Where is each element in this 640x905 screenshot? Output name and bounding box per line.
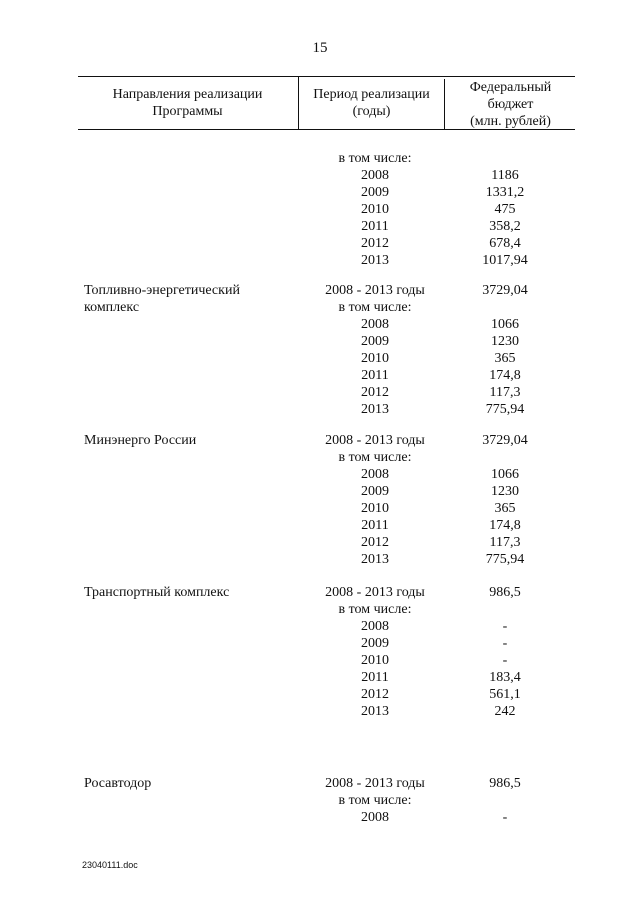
year-cell: 2011 xyxy=(361,518,389,533)
value-cell: 174,8 xyxy=(489,368,521,383)
value-cell: 1230 xyxy=(491,484,519,499)
year-cell: 2010 xyxy=(361,501,389,516)
table-row xyxy=(0,618,640,635)
table-row xyxy=(0,483,640,500)
total-period: 2008 - 2013 годы xyxy=(325,585,425,600)
header-budget: Федеральный бюджет (млн. рублей) xyxy=(444,79,576,129)
year-cell: 2011 xyxy=(361,219,389,234)
year-cell: 2008 xyxy=(361,317,389,332)
total-period: 2008 - 2013 годы xyxy=(325,433,425,448)
table-row xyxy=(0,218,640,235)
value-cell: 358,2 xyxy=(489,219,521,234)
table-row xyxy=(0,534,640,551)
value-cell: 1331,2 xyxy=(485,185,525,200)
incl-label-row xyxy=(0,601,640,618)
value-cell: 561,1 xyxy=(489,687,521,702)
section-name: Топливно-энергетический xyxy=(84,283,240,298)
value-cell: 1066 xyxy=(491,467,519,482)
incl-label: в том числе: xyxy=(338,793,412,808)
section-name: Транспортный комплекс xyxy=(84,585,230,600)
year-cell: 2012 xyxy=(361,385,389,400)
year-cell: 2009 xyxy=(361,334,389,349)
year-cell: 2010 xyxy=(361,202,389,217)
table-row xyxy=(0,401,640,418)
value-cell: 475 xyxy=(494,202,516,217)
year-cell: 2012 xyxy=(361,236,389,251)
value-cell: 1230 xyxy=(491,334,519,349)
total-period: 2008 - 2013 годы xyxy=(325,776,425,791)
section-name: Минэнерго России xyxy=(84,433,197,448)
section-total-row xyxy=(0,584,640,601)
incl-label-row xyxy=(0,299,640,316)
table-row xyxy=(0,500,640,517)
table-row xyxy=(0,517,640,534)
section-total-row xyxy=(0,432,640,449)
total-value: 986,5 xyxy=(489,585,521,600)
year-cell: 2008 xyxy=(361,467,389,482)
incl-label: в том числе: xyxy=(338,300,412,315)
table-row xyxy=(0,333,640,350)
table-row xyxy=(0,235,640,252)
value-cell: - xyxy=(502,636,508,651)
value-cell: 365 xyxy=(494,501,516,516)
value-cell: - xyxy=(502,619,508,634)
year-cell: 2008 xyxy=(361,810,389,825)
table-row xyxy=(0,350,640,367)
year-cell: 2013 xyxy=(361,402,389,417)
table-header xyxy=(78,76,575,130)
incl-label-row xyxy=(0,449,640,466)
year-cell: 2012 xyxy=(361,687,389,702)
incl-label: в том числе: xyxy=(338,602,412,617)
year-cell: 2013 xyxy=(361,253,389,268)
table-row xyxy=(0,686,640,703)
value-cell: 1066 xyxy=(491,317,519,332)
table-row xyxy=(0,466,640,483)
section-name-cont: комплекс xyxy=(84,300,140,315)
total-value: 986,5 xyxy=(489,776,521,791)
year-cell: 2010 xyxy=(361,653,389,668)
year-cell: 2009 xyxy=(361,636,389,651)
value-cell: 117,3 xyxy=(489,535,521,550)
value-cell: 775,94 xyxy=(485,552,525,567)
table-row xyxy=(0,367,640,384)
table-row xyxy=(0,669,640,686)
table-row xyxy=(0,551,640,568)
year-cell: 2010 xyxy=(361,351,389,366)
table-row xyxy=(0,384,640,401)
footer-filename: 23040111.doc xyxy=(82,860,138,870)
value-cell: 1186 xyxy=(491,168,519,183)
table-row xyxy=(0,703,640,720)
page-number: 15 xyxy=(312,40,328,56)
year-cell: 2012 xyxy=(361,535,389,550)
value-cell: 678,4 xyxy=(489,236,521,251)
incl-label-row xyxy=(0,792,640,809)
table-row xyxy=(0,167,640,184)
incl-label-row xyxy=(0,150,640,167)
year-cell: 2011 xyxy=(361,368,389,383)
value-cell: 174,8 xyxy=(489,518,521,533)
value-cell: 183,4 xyxy=(489,670,521,685)
incl-label: в том числе: xyxy=(338,450,412,465)
year-cell: 2011 xyxy=(361,670,389,685)
section-name: Росавтодор xyxy=(84,776,152,791)
table-row xyxy=(0,809,640,826)
incl-label: в том числе: xyxy=(338,151,412,166)
table-row xyxy=(0,201,640,218)
table-row xyxy=(0,252,640,269)
value-cell: - xyxy=(502,810,508,825)
year-cell: 2009 xyxy=(361,484,389,499)
year-cell: 2013 xyxy=(361,704,389,719)
table-row xyxy=(0,635,640,652)
year-cell: 2009 xyxy=(361,185,389,200)
header-direction: Направления реализации Программы xyxy=(112,87,263,119)
section-total-row xyxy=(0,775,640,792)
year-cell: 2008 xyxy=(361,168,389,183)
value-cell: - xyxy=(502,653,508,668)
table-row xyxy=(0,652,640,669)
table-row xyxy=(0,184,640,201)
value-cell: 242 xyxy=(494,704,516,719)
total-value: 3729,04 xyxy=(482,433,528,448)
header-period: Период реализации (годы) xyxy=(298,77,444,129)
value-cell: 1017,94 xyxy=(482,253,528,268)
year-cell: 2008 xyxy=(361,619,389,634)
section-total-row xyxy=(0,282,640,299)
value-cell: 117,3 xyxy=(489,385,521,400)
total-value: 3729,04 xyxy=(482,283,528,298)
value-cell: 775,94 xyxy=(485,402,525,417)
value-cell: 365 xyxy=(494,351,516,366)
year-cell: 2013 xyxy=(361,552,389,567)
table-row xyxy=(0,316,640,333)
total-period: 2008 - 2013 годы xyxy=(325,283,425,298)
